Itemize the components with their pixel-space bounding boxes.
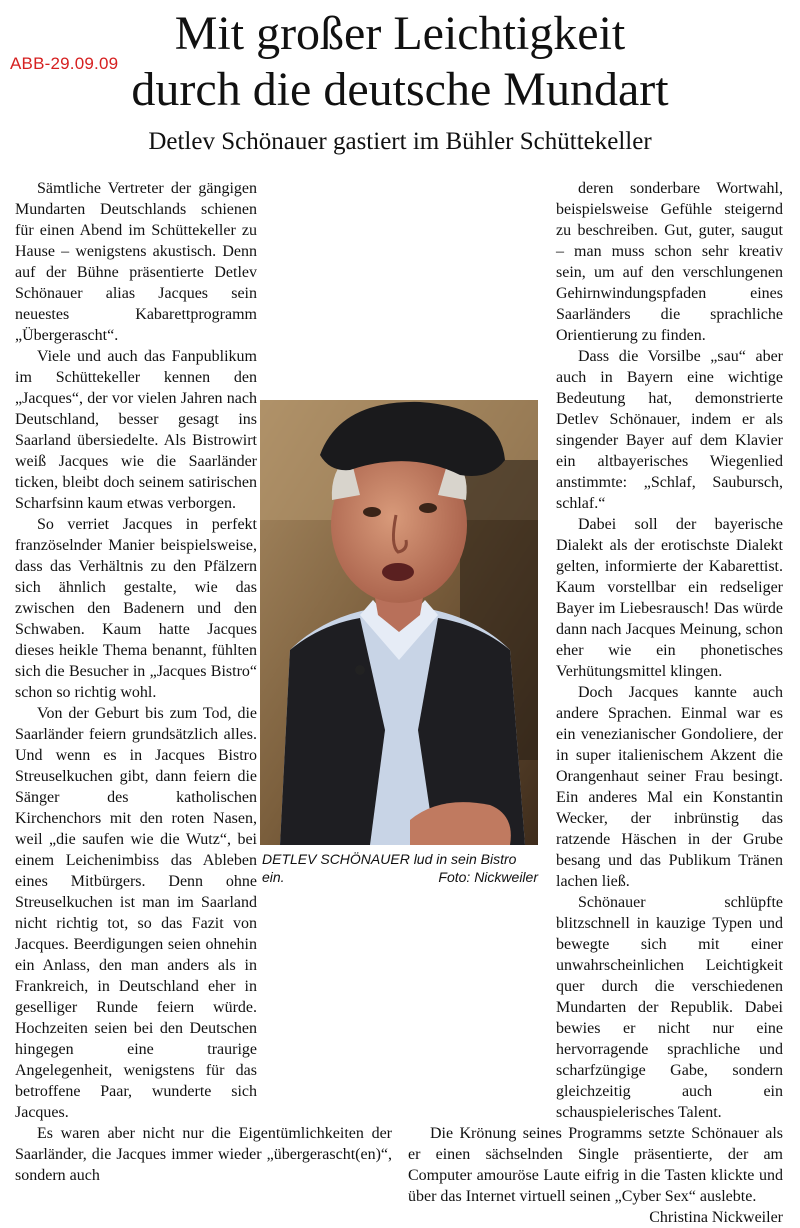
paragraph: deren sonderbare Wortwahl, beispielsweise Gefühle steigernd zu beschreiben. Gut, guter, saugut – man muss schon sehr kreativ sein, um auf den verschlungenen Gehirnwindungspfaden eines Saarländers die sprachliche Orientierung zu finden. [556,180,783,344]
portrait-illustration [260,400,538,845]
paragraph: Die Krönung seines Programms setzte Schönauer als er einen sächselnden Single präsentierte, der am Computer amouröse Laute eifrig in die Tasten klickte und über das Internet virtuell seinen „Cyber Sex“ auslebte. [408,1125,783,1205]
headline [0,6,800,118]
headline-line-1: Mit großer Leichtigkeit [174,7,626,60]
portrait-photo [260,400,538,845]
paragraph: Von der Geburt bis zum Tod, die Saarländer feiern grundsätzlich alles. Und wenn es in Jacques Bistro Streuselkuchen gibt, dann feiern die Sänger des katholischen Kirchenchors mit den roten Nasen, weil „die saufen wie die Wutz“, bei einem Leichenimbiss das Ableben eines Mitbürgers. Denn ohne Streuselkuchen ist man im Saarland nicht richtig tot, so das Fazit von Jacques. Beerdigungen seien ohnehin ein Anlass, den man anders als in Frankreich, in Deutschland eher in geselliger Runde feiern würde. Hochzeiten seien bei den Deutschen hingegen eine traurige Angelegenheit, wenigstens für das betroffene Paar, wunderte sich Jacques. [15,705,257,1121]
paragraph: Schönauer schlüpfte blitzschnell in kauzige Typen und bewegte sich mit einer unwahrscheinlichen Leichtigkeit quer durch die verschiedenen Mundarten der Republik. Dabei bewies er nicht nur eine hervorragende sprachliche und scharfzüngige Gabe, sondern gleichzeitig auch ein schauspielerisches Talent. [556,894,783,1121]
photo-credit: Foto: Nickweiler [438,869,538,885]
author-byline: Christina Nickweiler [649,1209,783,1226]
subheadline: Detlev Schönauer gastiert im Bühler Schüttekeller [148,128,652,155]
headline-line-2: durch die deutsche Mundart [131,63,669,116]
paragraph: So verriet Jacques in perfekt französelnder Manier beispielsweise, dass das Verhältnis zu den Pfälzern sich ähnlich gestalte, wie das zwischen den Badenern und den Schwaben. Kaum hatte Jacques dieses heikle Thema benannt, fühlten sich die Besucher in „Jacques Bistro“ schon so richtig wohl. [15,516,257,701]
paragraph: Doch Jacques kannte auch andere Sprachen. Einmal war es ein venezianischer Gondoliere, der in super italienischem Akzent die Orangenhaut seiner Frau besingt. Ein anderes Mal ein Konstantin Wecker, der inbrünstig das ratzende Häschen in der Grube besang und das Publikum Tränen lachen ließ. [556,684,783,890]
caption-text: DETLEV SCHÖNAUER lud in sein Bistro ein. [262,851,517,885]
photo-caption [262,850,538,886]
photo-block [258,398,540,896]
paragraph: Dass die Vorsilbe „sau“ aber auch in Bayern eine wichtige Bedeutung hat, demonstrierte Detlev Schönauer, indem er als singender Bayer auf dem Klavier ein altbayerisches Wiegenlied anstimmte: „Schlaf, Saubursch, schlaf.“ [556,348,783,512]
paragraph: Dabei soll der bayerische Dialekt als der erotischste Dialekt gelten, informierte der Kabarettist. Kaum vorstellbar ein redseliger Bayer im Liebesrausch! Das würde dann nach Jacques Meinung, schon eher wie ein phonetisches Verhütungsmittel klingen. [556,516,783,680]
paragraph: Sämtliche Vertreter der gängigen Mundarten Deutschlands schienen für einen Abend im Schüttekeller zu Hause – wenigstens akustisch. Denn auf der Bühne präsentierte Detlev Schönauer alias Jacques sein neuestes Kabarettprogramm „Übergerascht“. [15,180,257,344]
date-tag: ABB-29.09.09 [10,54,119,73]
paragraph: Es waren aber nicht nur die Eigentümlichkeiten der Saarländer, die Jacques immer wieder „übergerascht(en)“, sondern auch [15,1125,392,1184]
paragraph: Viele und auch das Fanpublikum im Schüttekeller kennen den „Jacques“, der vor vielen Jahren nach Deutschland, besser gesagt ins Saarland übersiedelte. Als Bistrowirt weiß Jacques wie die Saarländer ticken, bleibt doch seinem satirischen Scharfsinn kaum etwas verborgen. [15,348,257,512]
